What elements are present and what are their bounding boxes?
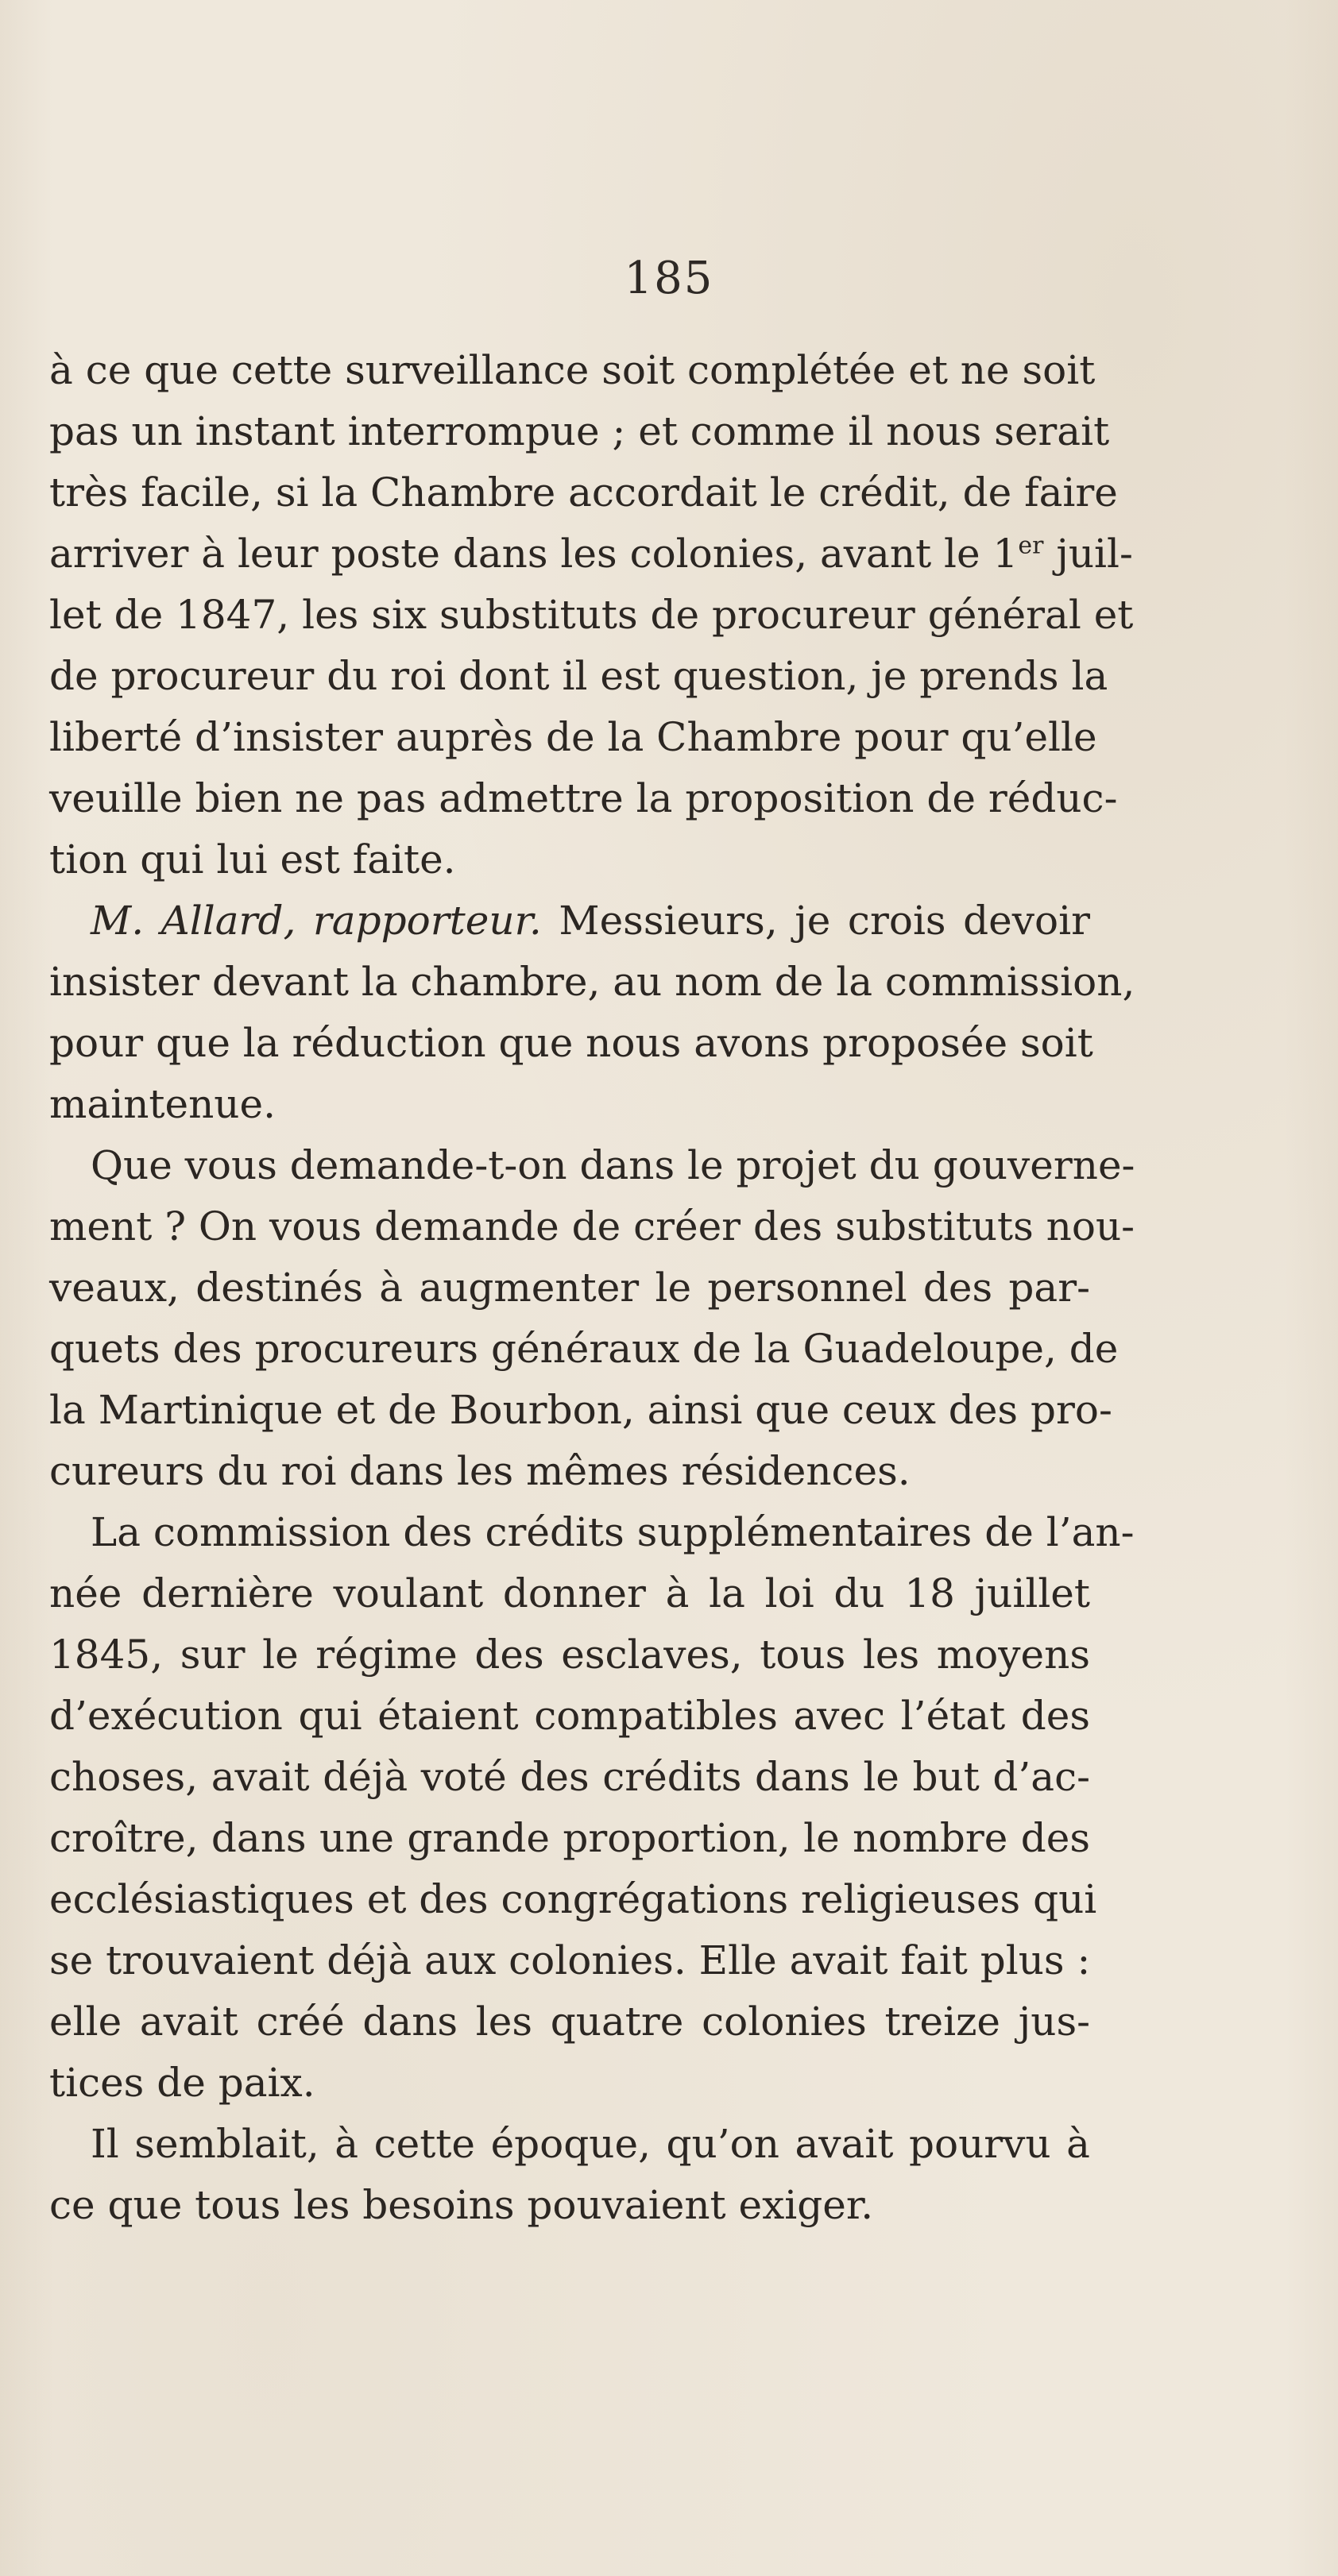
text-line: quets des procureurs généraux de la Guadeloupe, de — [49, 1326, 1119, 1372]
text-line: maintenue. — [49, 1081, 276, 1127]
text-line: La commission des crédits supplémentaires de l’an- — [91, 1509, 1135, 1555]
text-line: 1845, sur le régime des esclaves, tous les moyens — [49, 1632, 1090, 1678]
text-line: ment ? On vous demande de créer des substituts nou- — [49, 1203, 1135, 1249]
text-line: pas un instant interrompue ; et comme il nous serait — [49, 408, 1110, 454]
text-line: ecclésiastiques et des congrégations religieuses qui — [49, 1876, 1097, 1922]
superscript: er — [1018, 531, 1044, 560]
text-fragment: juil- — [1043, 531, 1133, 577]
text-line: Que vous demande-t-on dans le projet du gouverne- — [91, 1142, 1135, 1188]
text-line: d’exécution qui étaient compatibles avec l’état des — [49, 1693, 1090, 1739]
text-line: liberté d’insister auprès de la Chambre pour qu’elle — [49, 714, 1097, 760]
text-line: tices de paix. — [49, 2060, 315, 2106]
text-line: de procureur du roi dont il est question, je prends la — [49, 653, 1108, 699]
text-fragment: Messieurs, je crois devoir — [541, 898, 1090, 944]
text-line: à ce que cette surveillance soit complétée et ne soit — [49, 347, 1096, 393]
text-line: croître, dans une grande proportion, le nombre des — [49, 1815, 1090, 1861]
page-number: 185 — [624, 253, 714, 304]
text-line: se trouvaient déjà aux colonies. Elle avait fait plus : — [49, 1937, 1091, 1983]
text-line: la Martinique et de Bourbon, ainsi que ceux des pro- — [49, 1387, 1112, 1433]
text-line: pour que la réduction que nous avons proposée soit — [49, 1020, 1093, 1066]
text-line: veuille bien ne pas admettre la proposition de réduc- — [49, 775, 1118, 821]
text-line: Il semblait, à cette époque, qu’on avait pourvu à — [91, 2121, 1090, 2167]
text-line: insister devant la chambre, au nom de la commission, — [49, 959, 1135, 1005]
text-line: tion qui lui est faite. — [49, 836, 456, 882]
text-line — [49, 890, 1090, 952]
text-line — [49, 523, 1133, 585]
body-text — [49, 340, 1135, 2236]
text-line: choses, avait déjà voté des crédits dans le but d’ac- — [49, 1754, 1090, 1800]
text-line: née dernière voulant donner à la loi du 18 juillet — [49, 1570, 1090, 1616]
text-line: cureurs du roi dans les mêmes résidences. — [49, 1448, 911, 1494]
text-line: let de 1847, les six substituts de procureur général et — [49, 592, 1134, 638]
text-line: veaux, destinés à augmenter le personnel des par- — [49, 1265, 1090, 1311]
speaker-name: M. Allard, rapporteur. — [91, 898, 542, 944]
text-line: ce que tous les besoins pouvaient exiger. — [49, 2182, 874, 2228]
text-line: elle avait créé dans les quatre colonies treize jus- — [49, 1999, 1090, 2045]
text-line: très facile, si la Chambre accordait le crédit, de faire — [49, 469, 1118, 516]
text-fragment: arriver à leur poste dans les colonies, avant le 1 — [49, 531, 1019, 577]
